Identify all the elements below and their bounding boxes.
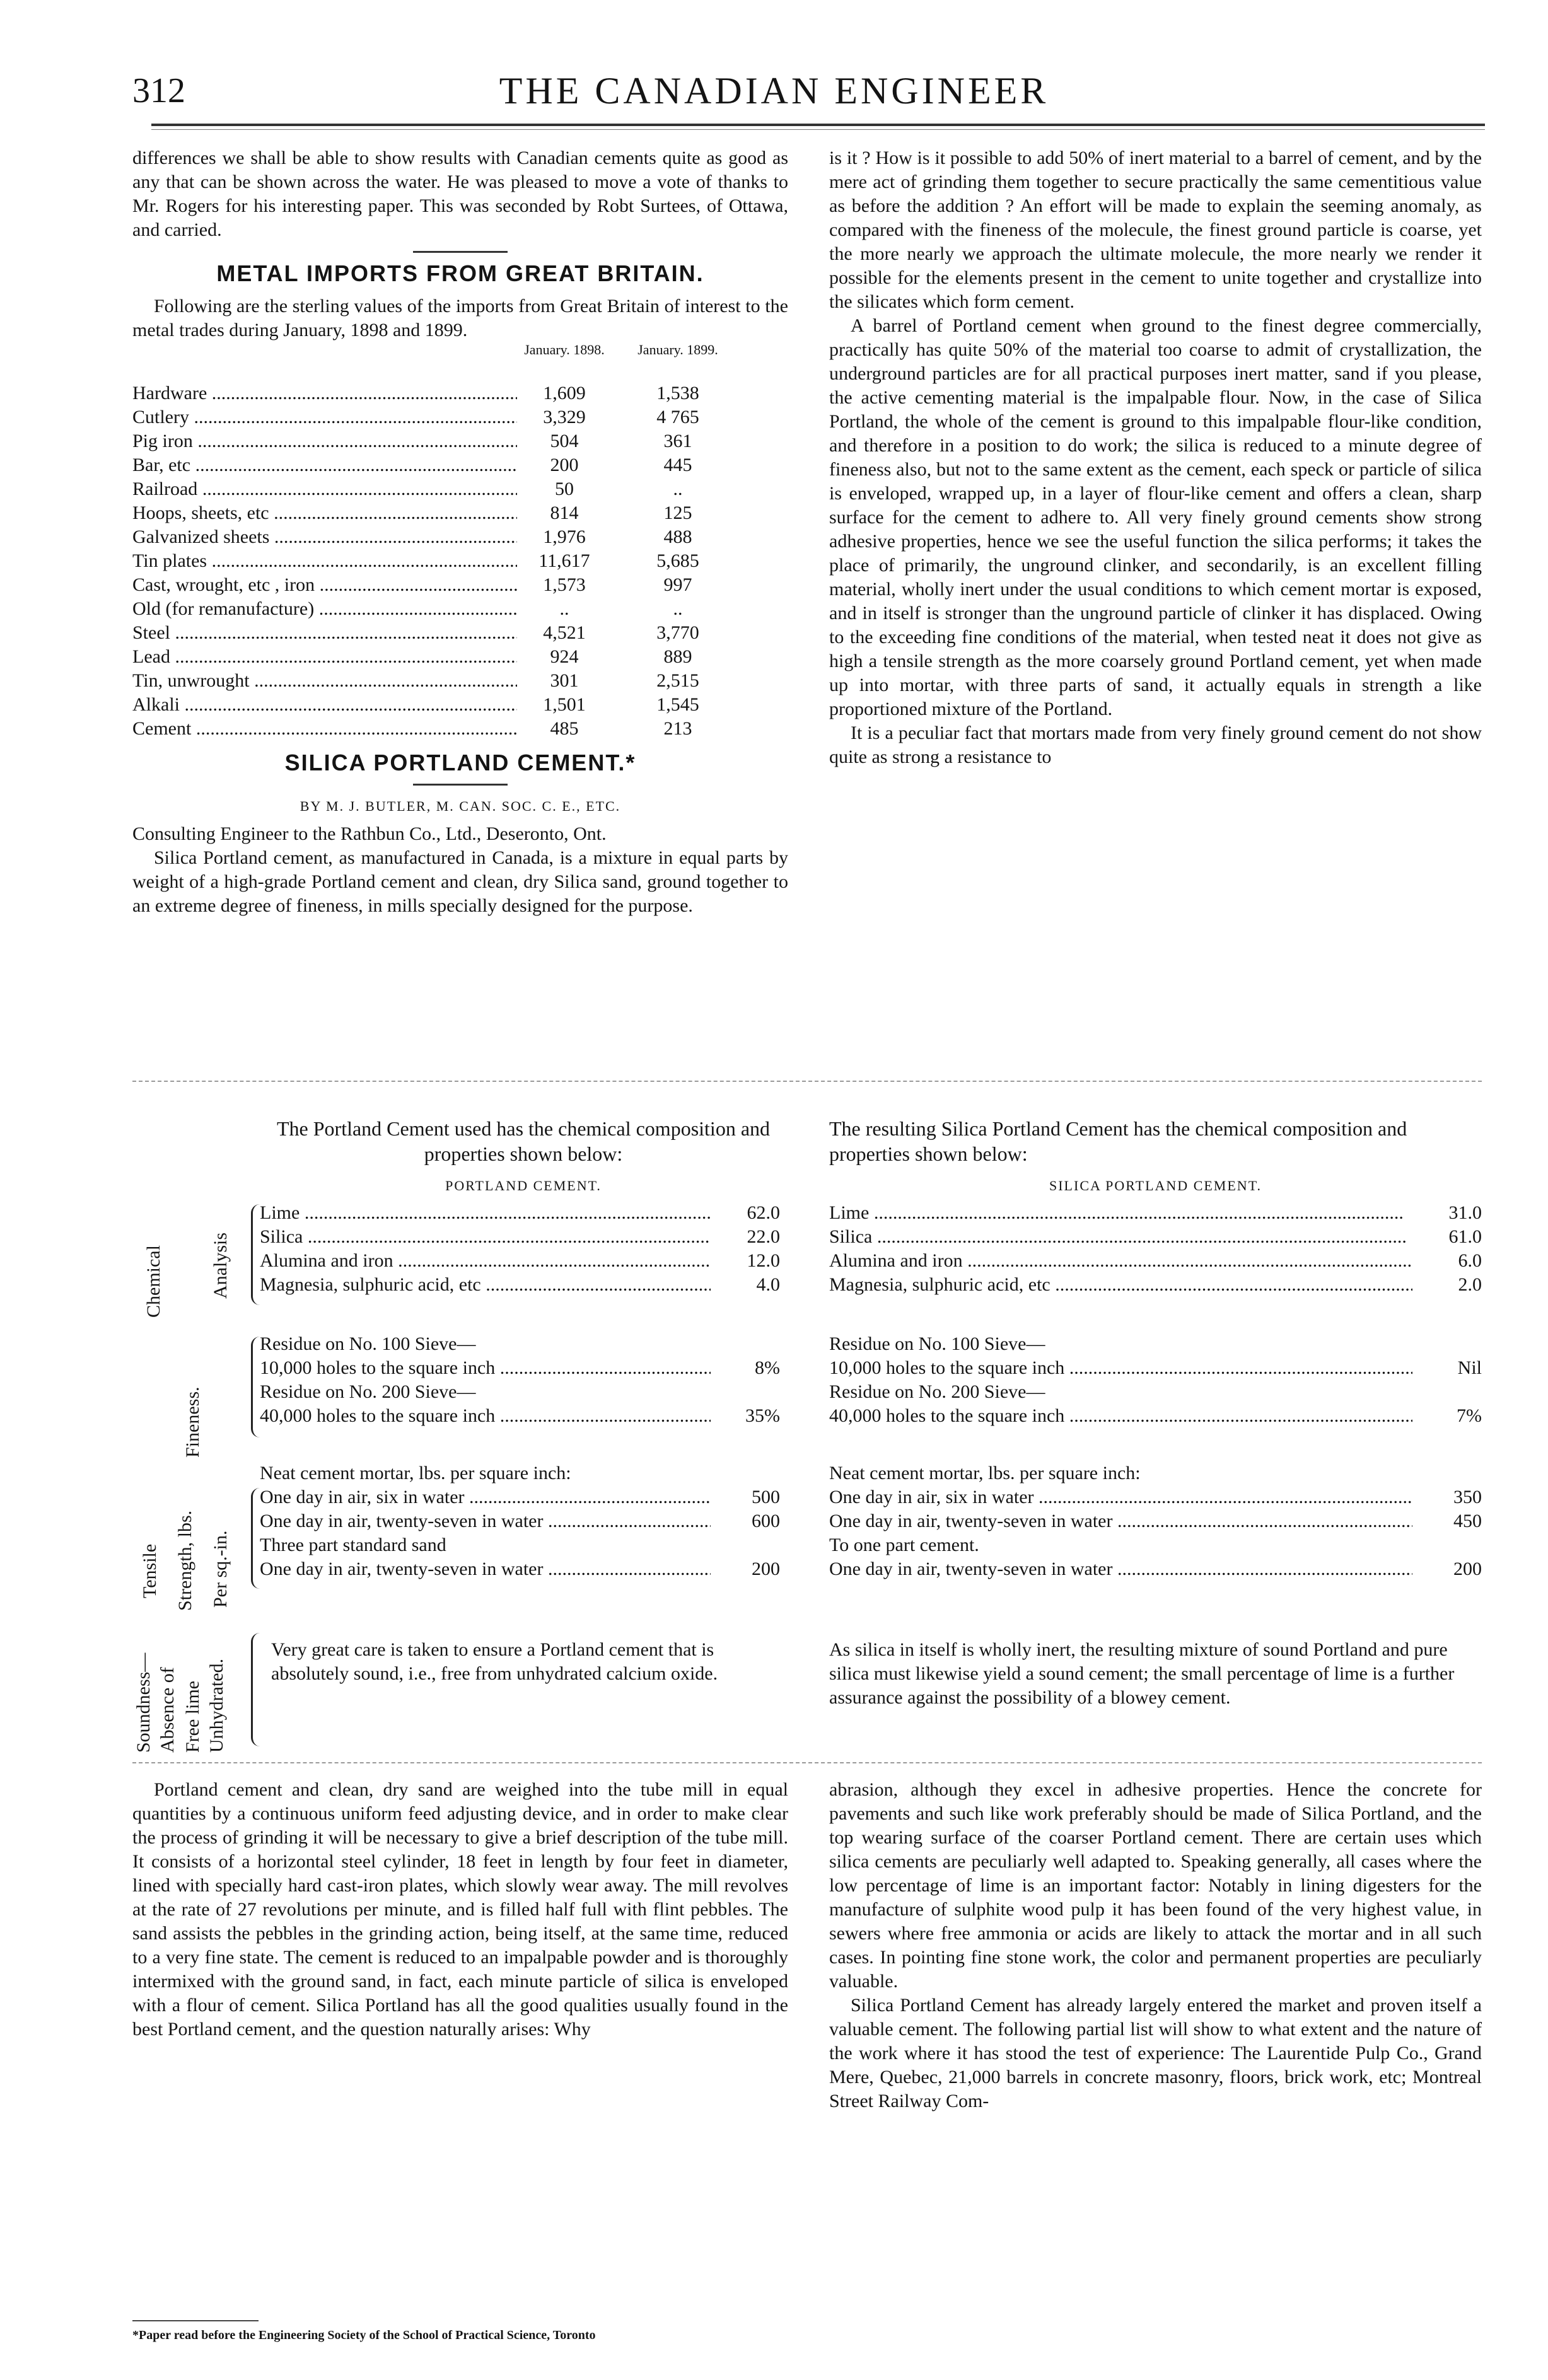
property-label: One day in air, twenty-seven in water .....: [829, 1509, 1412, 1533]
property-label: To one part cement.: [829, 1535, 979, 1555]
imports-row: [132, 477, 788, 501]
value-1898: 1,976: [517, 525, 612, 549]
property-label: 40,000 holes to the square inch .....: [829, 1404, 1412, 1428]
property-label: Silica .....: [829, 1225, 1412, 1249]
property-label: 10,000 holes to the square inch .....: [829, 1356, 1412, 1380]
property-label: Neat cement mortar, lbs. per square inch:: [829, 1463, 1141, 1483]
property-label: Lime .....: [260, 1201, 711, 1225]
col-1898-header: January. 1898.: [524, 342, 605, 357]
imports-table: [132, 381, 788, 741]
import-item: Tin plates .....: [132, 549, 523, 573]
right-table-intro: The resulting Silica Portland Cement has the chemical composition and properties shown below:: [829, 1117, 1407, 1165]
property-row: [260, 1485, 780, 1509]
side-label-unhydrated: Unhydrated.: [206, 1658, 227, 1753]
metal-imports-title: METAL IMPORTS FROM GREAT BRITAIN.: [216, 260, 704, 286]
property-label: One day in air, six in water .....: [260, 1485, 711, 1509]
property-row: [829, 1356, 1482, 1380]
property-label: Alumina and iron .....: [829, 1249, 1412, 1273]
property-row: [260, 1404, 780, 1428]
property-label: Three part standard sand: [260, 1535, 446, 1555]
journal-title: THE CANADIAN ENGINEER: [499, 70, 1049, 112]
left-soundness-text: Very great care is taken to ensure a Portland cement that is absolutely sound, i.e., free from unhydrated calcium oxide.: [271, 1639, 718, 1684]
property-label: 10,000 holes to the square inch .....: [260, 1356, 711, 1380]
imports-table-header: [132, 342, 788, 381]
value-1898: ..: [517, 597, 612, 621]
property-value: Nil: [1412, 1356, 1482, 1380]
imports-row: [132, 405, 788, 429]
intro-paragraph: differences we shall be able to show results with Canadian cements quite as good as any that can be shown across the water. He was pleased to move a vote of thanks to Mr. Rogers for his interesting paper. This was seconded by Robt Surtees, of Ottawa, and carried.: [132, 148, 788, 240]
property-row: [829, 1225, 1482, 1249]
value-1899: 488: [631, 525, 725, 549]
right-soundness-text: As silica in itself is wholly inert, the resulting mixture of sound Portland and pure silica must likewise yield a sound cement; the small percentage of lime is a further assurance against the possibility of a blowey cement.: [829, 1639, 1455, 1708]
property-row: [829, 1509, 1482, 1533]
side-label-chemical: Chemical: [143, 1245, 164, 1318]
left-table-intro: The Portland Cement used has the chemical composition and properties shown below:: [276, 1117, 771, 1165]
property-label: 40,000 holes to the square inch .....: [260, 1404, 711, 1428]
property-row: [829, 1557, 1482, 1581]
property-label: Residue on No. 200 Sieve—: [260, 1381, 476, 1402]
right-soundness-note: [829, 1638, 1482, 1710]
property-row: [829, 1201, 1482, 1225]
value-1898: 4,521: [517, 621, 612, 645]
brace-tensile: [251, 1488, 260, 1589]
property-label: One day in air, twenty-seven in water .....: [260, 1509, 711, 1533]
property-row: [829, 1533, 1482, 1557]
imports-row: [132, 693, 788, 717]
property-value: 2.0: [1412, 1273, 1482, 1297]
header-rule: [151, 124, 1485, 126]
side-label-fineness: Fineness.: [182, 1386, 203, 1458]
metal-imports-intro: Following are the sterling values of the imports from Great Britain of interest to the metal trades during January, 1898 and 1899.: [132, 296, 788, 340]
import-item: Old (for remanufacture) .....: [132, 597, 523, 621]
header-rule-thin: [151, 129, 1485, 130]
property-value: 35%: [711, 1404, 780, 1428]
import-item: Lead .....: [132, 645, 523, 669]
property-value: 7%: [1412, 1404, 1482, 1428]
value-1899: 889: [631, 645, 725, 669]
value-1898: 1,573: [517, 573, 612, 597]
imports-row: [132, 717, 788, 741]
import-item: Galvanized sheets .....: [132, 525, 523, 549]
property-value: 500: [711, 1485, 780, 1509]
import-item: Pig iron .....: [132, 429, 523, 453]
property-label: Alumina and iron .....: [260, 1249, 711, 1273]
section-rule: [413, 251, 508, 253]
brace-fineness: [251, 1337, 260, 1437]
import-item: Cutlery .....: [132, 405, 523, 429]
property-label: Neat cement mortar, lbs. per square inch:: [260, 1463, 571, 1483]
value-1898: 200: [517, 453, 612, 477]
property-row: [260, 1225, 780, 1249]
property-row: [260, 1201, 780, 1225]
property-value: 22.0: [711, 1225, 780, 1249]
value-1898: 1,609: [517, 381, 612, 405]
footnote: *Paper read before the Engineering Society of the School of Practical Science, Toronto: [132, 2328, 596, 2342]
left-top-column: [132, 146, 788, 918]
property-label: Residue on No. 100 Sieve—: [829, 1333, 1045, 1354]
imports-row: [132, 381, 788, 405]
byline: BY M. J. BUTLER, M. CAN. SOC. C. E., ETC.: [300, 798, 621, 814]
import-item: Railroad .....: [132, 477, 523, 501]
right-paragraph-1: is it ? How is it possible to add 50% of inert material to a barrel of cement, and by the mere act of grinding them together to secure practically the same cementitious value as before the addition ? An effort will be made to explain the seeming anomaly, as compared with the fineness of the molecule, the finest ground particle is coarse, yet the more nearly we approach the ultimate molecule, the more nearly we render it possible for the elements present in the cement to unite together and crystallize into the silicates which form cement.: [829, 148, 1482, 312]
side-label-soundness: Soundness—: [133, 1652, 154, 1753]
property-row: [829, 1485, 1482, 1509]
left-bottom-column: [132, 1778, 788, 2041]
property-row: [260, 1249, 780, 1273]
property-row: [829, 1332, 1482, 1356]
property-label: One day in air, six in water .....: [829, 1485, 1412, 1509]
property-row: [829, 1380, 1482, 1404]
property-value: 31.0: [1412, 1201, 1482, 1225]
imports-row: [132, 429, 788, 453]
imports-row: [132, 549, 788, 573]
property-row: [829, 1404, 1482, 1428]
value-1898: 1,501: [517, 693, 612, 717]
property-row: [829, 1461, 1482, 1485]
value-1899: 445: [631, 453, 725, 477]
imports-row: [132, 453, 788, 477]
imports-row: [132, 525, 788, 549]
value-1898: 485: [517, 717, 612, 741]
side-label-per-sq-in: Per sq.-in.: [210, 1530, 231, 1608]
right-bottom-paragraph-1: abrasion, although they excel in adhesive properties. Hence the concrete for pavements and such like work preferably should be made of Silica Portland, and the top wearing surface of the coarser Portland cement. There are certain uses which silica cements are peculiarly well adapted to. Speaking generally, all cases where the low percentage of lime is an important factor: Notably in lining digesters for the manufacture of sulphite wood pulp it has been found of the very highest value, in sewers where free ammonia or acids are likely to attack the mortar and in all such cases. In pointing fine stone work, the color and permanent properties are peculiarly valuable.: [829, 1779, 1482, 1992]
right-bottom-column: [829, 1778, 1482, 2113]
import-item: Bar, etc .....: [132, 453, 523, 477]
property-value: 600: [711, 1509, 780, 1533]
import-item: Hardware .....: [132, 381, 523, 405]
value-1898: 504: [517, 429, 612, 453]
import-item: Cement .....: [132, 717, 523, 741]
import-item: Tin, unwrought .....: [132, 669, 523, 693]
left-bottom-paragraph: Portland cement and clean, dry sand are weighed into the tube mill in equal quantities by a continuous uniform feed adjusting device, and in order to make clear the process of grinding it will be necessary to give a brief description of the tube mill. It consists of a horizontal steel cylinder, 18 feet in length by four feet in diameter, lined with specially hard cast-iron plates, which slowly wear away. The mill revolves at the rate of 27 revolutions per minute, and is filled half full with flint pebbles. The sand assists the pebbles in the grinding action, being itself, at the same time, reduced to a very fine state. The cement is reduced to an impalpable powder and is thoroughly intermixed with the ground sand, in fact, each minute particle of silica is enveloped with a flour of cement. Silica Portland has all the good qualities usually found in the best Portland cement, and the question naturally arises: Why: [132, 1779, 788, 2040]
import-item: Steel .....: [132, 621, 523, 645]
property-label: Magnesia, sulphuric acid, etc .....: [829, 1273, 1412, 1297]
right-paragraph-3: It is a peculiar fact that mortars made from very finely ground cement do not show quite as strong a resistance to: [829, 723, 1482, 767]
silica-article-title: SILICA PORTLAND CEMENT.*: [284, 750, 636, 775]
property-row: [260, 1332, 780, 1356]
right-table-title: SILICA PORTLAND CEMENT.: [1049, 1178, 1262, 1193]
value-1899: 2,515: [631, 669, 725, 693]
property-row: [260, 1461, 780, 1485]
right-top-column: [829, 146, 1482, 769]
left-table-title: PORTLAND CEMENT.: [445, 1178, 602, 1193]
property-value: 4.0: [711, 1273, 780, 1297]
value-1899: ..: [631, 477, 725, 501]
property-value: 62.0: [711, 1201, 780, 1225]
property-row: [260, 1380, 780, 1404]
side-label-tensile: Tensile: [139, 1543, 160, 1598]
property-label: One day in air, twenty-seven in water .....: [260, 1557, 711, 1581]
property-row: [260, 1533, 780, 1557]
property-value: 450: [1412, 1509, 1482, 1533]
property-value: 61.0: [1412, 1225, 1482, 1249]
imports-row: [132, 645, 788, 669]
value-1899: 5,685: [631, 549, 725, 573]
table-top-rule: [132, 1081, 1482, 1082]
value-1899: 4 765: [631, 405, 725, 429]
value-1899: 997: [631, 573, 725, 597]
side-label-absence: Absence of: [157, 1667, 178, 1753]
affiliation: Consulting Engineer to the Rathbun Co., Ltd., Deseronto, Ont.: [132, 823, 607, 844]
property-row: [829, 1273, 1482, 1297]
right-bottom-paragraph-2: Silica Portland Cement has already largely entered the market and proven itself a valuable cement. The following partial list will show to what extent and the nature of the work where it has stood the test of experience: The Laurentide Pulp Co., Grand Mere, Quebec, 21,000 barrels in concrete masonry, floors, brick work, etc; Montreal Street Railway Com-: [829, 1995, 1482, 2111]
value-1899: 1,538: [631, 381, 725, 405]
property-value: 350: [1412, 1485, 1482, 1509]
value-1899: 125: [631, 501, 725, 525]
value-1899: 213: [631, 717, 725, 741]
property-label: Silica .....: [260, 1225, 711, 1249]
side-label-free-lime: Free lime: [182, 1680, 203, 1753]
value-1899: ..: [631, 597, 725, 621]
imports-row: [132, 597, 788, 621]
footnote-rule: [132, 2320, 259, 2321]
property-value: 6.0: [1412, 1249, 1482, 1273]
title-rule: [413, 784, 508, 786]
value-1898: 50: [517, 477, 612, 501]
value-1898: 11,617: [517, 549, 612, 573]
value-1898: 301: [517, 669, 612, 693]
imports-row: [132, 573, 788, 597]
imports-row: [132, 621, 788, 645]
import-item: Cast, wrought, etc , iron .....: [132, 573, 523, 597]
property-row: [260, 1273, 780, 1297]
property-label: Residue on No. 100 Sieve—: [260, 1333, 476, 1354]
property-row: [260, 1557, 780, 1581]
property-label: Magnesia, sulphuric acid, etc .....: [260, 1273, 711, 1297]
property-row: [260, 1356, 780, 1380]
imports-row: [132, 669, 788, 693]
value-1899: 1,545: [631, 693, 725, 717]
property-value: 8%: [711, 1356, 780, 1380]
side-label-strength: Strength, lbs.: [175, 1510, 195, 1611]
col-1899-header: January. 1899.: [637, 342, 718, 357]
property-label: Lime .....: [829, 1201, 1412, 1225]
table-bottom-rule: [132, 1762, 1482, 1763]
value-1898: 3,329: [517, 405, 612, 429]
side-label-analysis: Analysis: [210, 1233, 231, 1299]
property-row: [260, 1509, 780, 1533]
property-value: 12.0: [711, 1249, 780, 1273]
value-1898: 814: [517, 501, 612, 525]
property-value: 200: [1412, 1557, 1482, 1581]
import-item: Hoops, sheets, etc .....: [132, 501, 523, 525]
property-label: Residue on No. 200 Sieve—: [829, 1381, 1045, 1402]
right-paragraph-2: A barrel of Portland cement when ground to the finest degree commercially, practically has quite 50% of the material too coarse to admit of crystallization, the underground particles are for all practical purposes inert matter, sand if you please, the active cementing material is the impalpable flour. Now, in the case of Silica Portland, the whole of the cement is ground to this impalpable flour-like condition, and therefore in a position to do work; the silica is reduced to a minute degree of fineness also, but not to the same extent as the cement, each speck or particle of silica is enveloped, wrapped up, in a layer of flour-like cement and offers a clean, sharp surface for the cement to adhere to. All very finely ground cements show strong adhesive properties, hence we see the useful function the silica performs; it takes the place of primarily, the unground clinker, and secondarily, is an excellent filling material, wholly inert under the usual conditions to which cement mortar is exposed, and in itself is stronger than the unground particle of clinker it has displaced. Owing to the exceeding fine conditions of the material, when tested neat it does not give as high a tensile strength as the more coarsely ground Portland cement, yet when made up into mortar, with three parts of sand, it actually equals in strength a like proportioned mixture of the Portland.: [829, 315, 1482, 719]
value-1899: 3,770: [631, 621, 725, 645]
left-soundness-note: [271, 1638, 776, 1686]
brace-chemical: [251, 1204, 260, 1305]
property-row: [829, 1249, 1482, 1273]
silica-intro-paragraph: Silica Portland cement, as manufactured in Canada, is a mixture in equal parts by weight of a high-grade Portland cement and clean, dry Silica sand, ground together to an extreme degree of fineness, in mills specially designed for the purpose.: [132, 847, 788, 916]
page-number: 312: [132, 71, 185, 110]
value-1899: 361: [631, 429, 725, 453]
brace-soundness: [251, 1633, 260, 1746]
value-1898: 924: [517, 645, 612, 669]
import-item: Alkali .....: [132, 693, 523, 717]
property-value: 200: [711, 1557, 780, 1581]
property-label: One day in air, twenty-seven in water .....: [829, 1557, 1412, 1581]
imports-row: [132, 501, 788, 525]
